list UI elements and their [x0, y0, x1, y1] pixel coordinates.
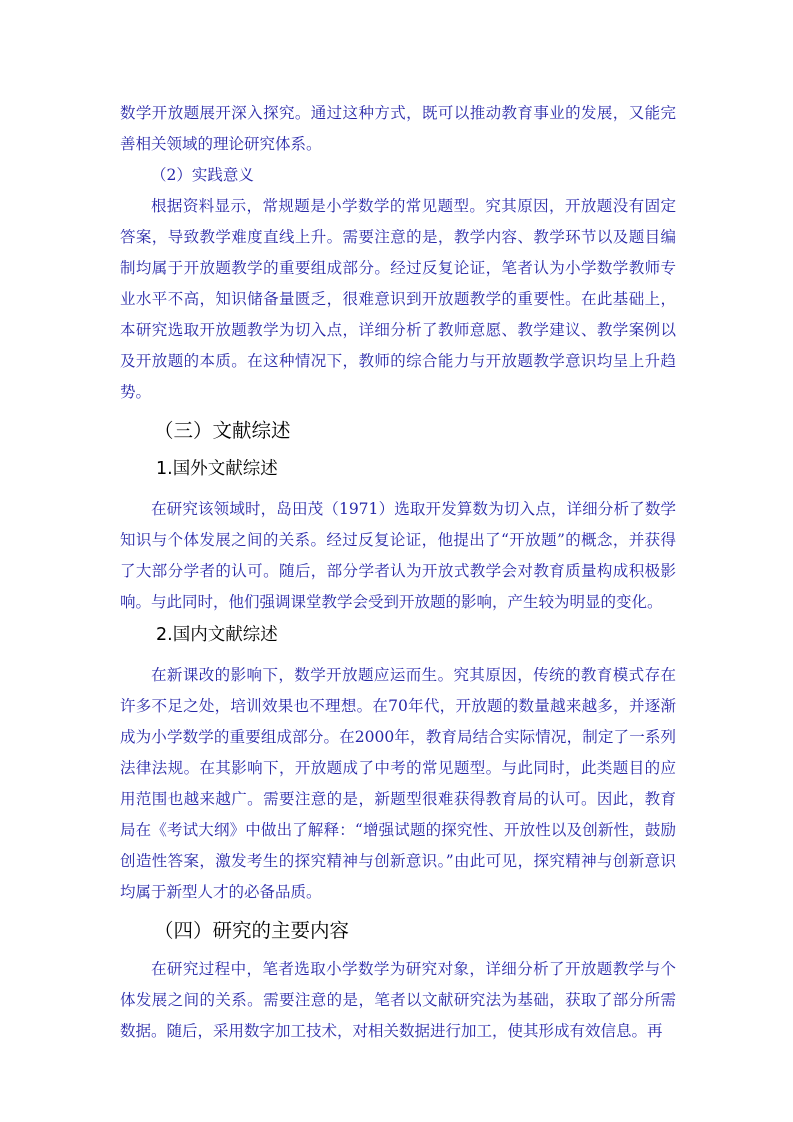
paragraph-practical-significance: 根据资料显示，常规题是小学数学的常见题型。究其原因，开放题没有固定答案，导致教学难度直线上升。需要注意的是，教学内容、教学环节以及题目编制均属于开放题教学的重要组成部分。经过反复论证，笔者认为小学数学教师专业水平不高，知识储备量匮乏，很难意识到开放题教学的重要性。在此基础上，本研究选取开放题教学为切入点，详细分析了教师意愿、教学建议、教学案例以及开放题的本质。在这种情况下，教师的综合能力与开放题教学意识均呈上升趋势。: [120, 197, 676, 401]
section-heading-main-content: （四）研究的主要内容: [154, 919, 350, 942]
subsection-heading-domestic-literature: 2.国内文献综述: [156, 625, 278, 645]
subsection-heading-foreign-literature: 1.国外文献综述: [156, 459, 278, 479]
paragraph-domestic-literature: 在新课改的影响下，数学开放题应运而生。究其原因，传统的教育模式存在许多不足之处，培训效果也不理想。在70年代，开放题的数量越来越多，并逐渐成为小学数学的重要组成部分。在2000年，教育局结合实际情况，制定了一系列法律法规。在其影响下，开放题成了中考的常见题型。与此同时，此类题目的应用范围也越来越广。需要注意的是，新题型很难获得教育局的认可。因此，教育局在《考试大纲》中做出了解释：“增强试题的探究性、开放性以及创新性，鼓励创造性答案，激发考生的探究精神与创新意识。”由此可见，探究精神与创新意识均属于新型人才的必备品质。: [120, 666, 676, 901]
section-heading-literature-review: （三）文献综述: [154, 419, 291, 442]
paragraph-foreign-literature: 在研究该领域时，岛田茂（1971）选取开发算数为切入点，详细分析了数学知识与个体发展之间的关系。经过反复论证，他提出了“开放题”的概念，并获得了大部分学者的认可。随后，部分学者认为开放式教学会对教育质量构成积极影响。与此同时，他们强调课堂教学会受到开放题的影响，产生较为明显的变化。: [120, 500, 676, 611]
paragraph-continuation: 数学开放题展开深入探究。通过这种方式，既可以推动教育事业的发展，又能完善相关领域的理论研究体系。: [120, 104, 676, 153]
document-content: [120, 98, 676, 1047]
practical-significance-heading: （2）实践意义: [151, 166, 254, 184]
paragraph-main-content: 在研究过程中，笔者选取小学数学为研究对象，详细分析了开放题教学与个体发展之间的关系。需要注意的是，笔者以文献研究法为基础，获取了部分所需数据。随后，采用数字加工技术，对相关数据进行加工，使其形成有效信息。再: [120, 960, 676, 1040]
